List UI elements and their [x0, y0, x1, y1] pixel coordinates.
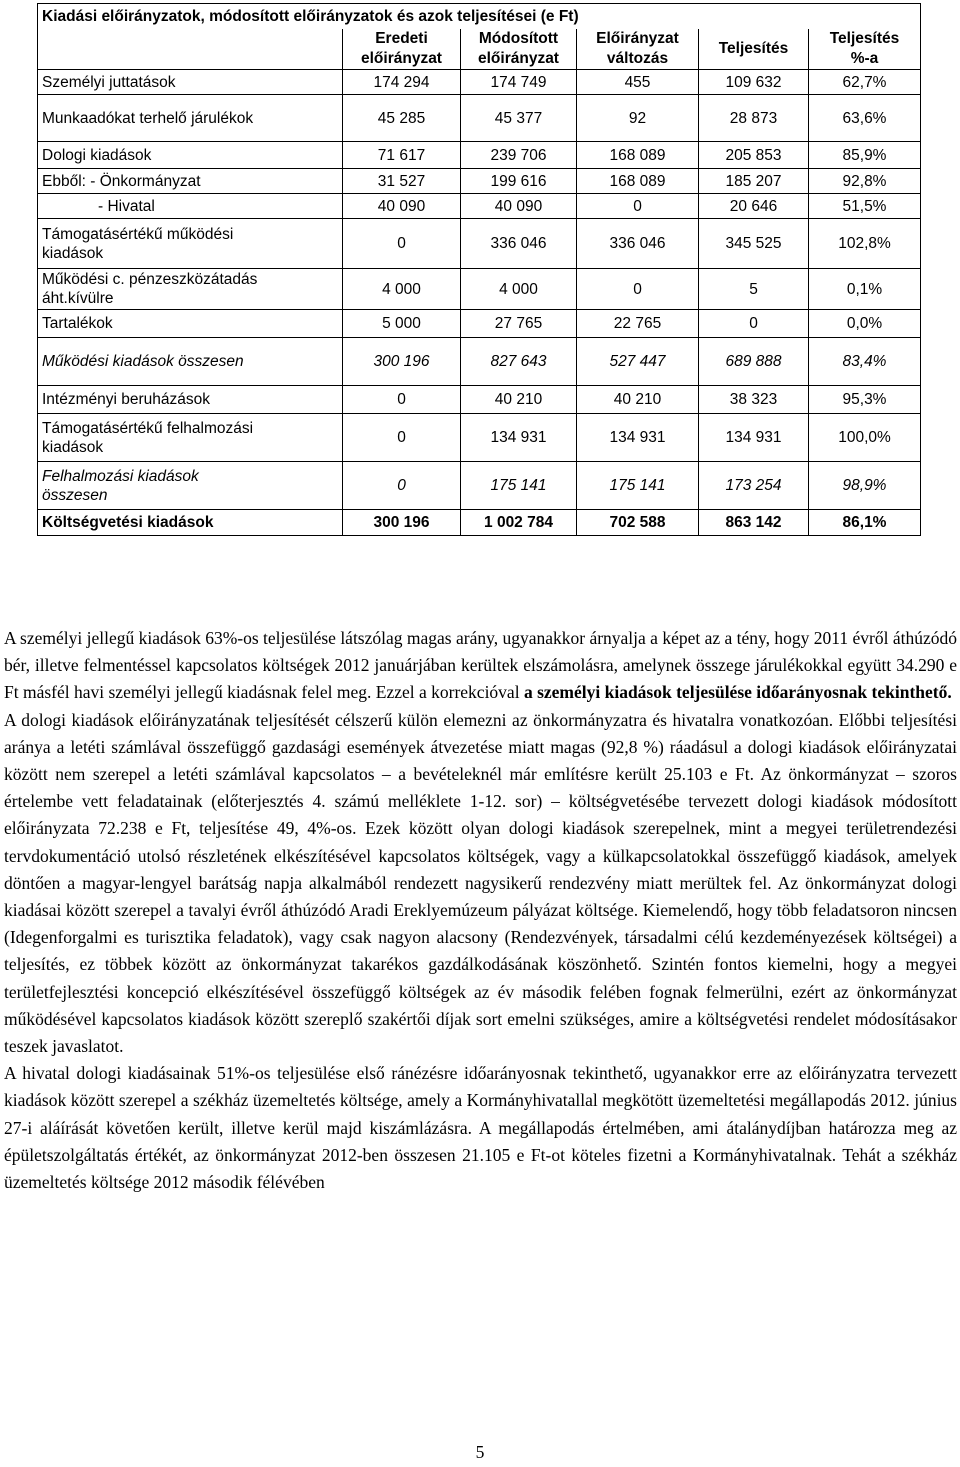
paragraph: A személyi jellegű kiadások 63%-os teljesülése látszólag magas arány, ugyanakkor árnyalja a képet az a tény, hogy 2011 évről áthúzódó bér, illetve felmentéssel kapcsolatos költségek 2012 januárjában kerültek elszámolásra, amelynek összege járulékokkal együtt 34.290 e Ft másfél havi személyi jellegű kiadásnak felel meg. Ezzel a korrekcióval a személyi kiadások teljesülése időarányosnak tekinthető.	[4, 628, 957, 703]
cell: 85,9%	[809, 142, 921, 169]
row-label: Ebből: - Önkormányzat	[38, 169, 343, 194]
cell: 100,0%	[809, 414, 921, 462]
header-original: Eredeti előirányzat	[343, 29, 461, 70]
cell: 0,0%	[809, 310, 921, 338]
cell: 40 210	[461, 386, 577, 414]
table-title: Kiadási előirányzatok, módosított előirányzatok és azok teljesítései (e Ft)	[38, 4, 921, 30]
table-row	[38, 169, 921, 194]
cell: 134 931	[577, 414, 699, 462]
cell: 0	[699, 310, 809, 338]
cell: 173 254	[699, 462, 809, 510]
cell: 95,3%	[809, 386, 921, 414]
cell: 0,1%	[809, 269, 921, 310]
row-label: Támogatásértékű működési kiadások	[38, 219, 343, 269]
cell: 5 000	[343, 310, 461, 338]
cell: 28 873	[699, 95, 809, 142]
cell: 20 646	[699, 194, 809, 219]
cell: 1 002 784	[461, 510, 577, 536]
cell: 0	[577, 269, 699, 310]
cell: 134 931	[461, 414, 577, 462]
cell: 5	[699, 269, 809, 310]
expenditure-table	[37, 3, 921, 536]
cell: 0	[343, 414, 461, 462]
cell: 0	[343, 219, 461, 269]
cell: 38 323	[699, 386, 809, 414]
cell: 168 089	[577, 142, 699, 169]
row-label: Személyi juttatások	[38, 70, 343, 95]
page-number: 5	[475, 1442, 485, 1462]
cell: 86,1%	[809, 510, 921, 536]
table-row	[38, 462, 921, 510]
cell: 863 142	[699, 510, 809, 536]
body-text	[4, 625, 957, 1196]
table-row	[38, 95, 921, 142]
cell: 27 765	[461, 310, 577, 338]
cell: 300 196	[343, 510, 461, 536]
cell: 175 141	[577, 462, 699, 510]
bold-conclusion: a személyi kiadások teljesülése időarányosnak tekinthető	[523, 682, 948, 703]
cell: 175 141	[461, 462, 577, 510]
cell: 168 089	[577, 169, 699, 194]
header-empty	[38, 29, 343, 70]
cell: 51,5%	[809, 194, 921, 219]
cell: 62,7%	[809, 70, 921, 95]
table-row	[38, 70, 921, 95]
table-row	[38, 194, 921, 219]
cell: 45 285	[343, 95, 461, 142]
cell: 83,4%	[809, 338, 921, 386]
cell: 336 046	[577, 219, 699, 269]
table-row	[38, 414, 921, 462]
cell: 40 090	[343, 194, 461, 219]
cell: 98,9%	[809, 462, 921, 510]
cell: 102,8%	[809, 219, 921, 269]
cell: 4 000	[343, 269, 461, 310]
cell: 92	[577, 95, 699, 142]
row-label: Munkaadókat terhelő járulékok	[38, 95, 343, 142]
row-label: Tartalékok	[38, 310, 343, 338]
table-row	[38, 386, 921, 414]
cell: 63,6%	[809, 95, 921, 142]
row-label: Működési kiadások összesen	[38, 338, 343, 386]
cell: 702 588	[577, 510, 699, 536]
cell: 174 294	[343, 70, 461, 95]
header-fulfilment: Teljesítés	[699, 29, 809, 70]
row-label: Dologi kiadások	[38, 142, 343, 169]
cell: 689 888	[699, 338, 809, 386]
table-row	[38, 219, 921, 269]
header-modified: Módosított előirányzat	[461, 29, 577, 70]
table-header-row	[38, 29, 921, 70]
cell: 827 643	[461, 338, 577, 386]
row-label: Működési c. pénzeszközátadás áht.kívülre	[38, 269, 343, 310]
cell: 109 632	[699, 70, 809, 95]
table-row-total	[38, 510, 921, 536]
cell: 0	[577, 194, 699, 219]
cell: 199 616	[461, 169, 577, 194]
cell: 205 853	[699, 142, 809, 169]
cell: 336 046	[461, 219, 577, 269]
cell: 0	[343, 462, 461, 510]
cell: 71 617	[343, 142, 461, 169]
paragraph: A hivatal dologi kiadásainak 51%-os teljesülése első ránézésre időarányosnak tekinthető, ugyanakkor erre az előirányzatra tervezett kiadások között szerepel a székház üzemeltetés költsége, amely a Kormányhivatallal megkötött üzemeltetési megállapodás 2012. június 27-i aláírását követően került, illetve kerül majd kiszámlázásra. A megállapodás értelmében, ami átalánydíjban határozza meg az épületszolgáltatás értékét, az önkormányzat 2012-ben összesen 21.105 e Ft-ot köteles fizetni a Kormányhivatalnak. Tehát a székház üzemeltetés költsége 2012 második félévében	[4, 1063, 957, 1193]
row-label: Költségvetési kiadások	[38, 510, 343, 536]
table-row	[38, 142, 921, 169]
cell: 455	[577, 70, 699, 95]
cell: 40 090	[461, 194, 577, 219]
row-label: Intézményi beruházások	[38, 386, 343, 414]
header-change: Előirányzat változás	[577, 29, 699, 70]
header-fulfilment-pct: Teljesítés %-a	[809, 29, 921, 70]
table-row	[38, 338, 921, 386]
cell: 345 525	[699, 219, 809, 269]
cell: 300 196	[343, 338, 461, 386]
cell: 40 210	[577, 386, 699, 414]
cell: 185 207	[699, 169, 809, 194]
cell: 0	[343, 386, 461, 414]
row-label: Felhalmozási kiadások összesen	[38, 462, 343, 510]
cell: 239 706	[461, 142, 577, 169]
cell: 4 000	[461, 269, 577, 310]
cell: 31 527	[343, 169, 461, 194]
row-label: Támogatásértékű felhalmozási kiadások	[38, 414, 343, 462]
cell: 134 931	[699, 414, 809, 462]
table-row	[38, 269, 921, 310]
cell: 527 447	[577, 338, 699, 386]
cell: 92,8%	[809, 169, 921, 194]
table-row	[38, 310, 921, 338]
cell: 174 749	[461, 70, 577, 95]
row-label: - Hivatal	[38, 194, 343, 219]
cell: 22 765	[577, 310, 699, 338]
cell: 45 377	[461, 95, 577, 142]
paragraph: A dologi kiadások előirányzatának teljesítését célszerű külön elemezni az önkormányzatra és hivatalra vonatkozóan. Előbbi teljesítési aránya a letéti számlával összefüggő gazdasági események átvezetése miatt magas (92,8 %) ráadásul a dologi kiadások előirányzatai között nem szerepel a letéti számlával kapcsolatos – a bevételeknél már említésre került 25.103 e Ft. Az önkormányzat – szoros értelembe vett feladatainak (előterjesztés 4. számú melléklete 1-12. sor) – költségvetésébe tervezett dologi kiadások módosított előirányzata 72.238 e Ft, teljesítése 49, 4%-os. Ezek között olyan dologi kiadások szerepelnek, mint a megyei területrendezési tervdokumentáció utolsó részletének elkészítésével kapcsolatos költségek, vagy a külkapcsolatokkal összefüggő kiadások, amelyek döntően a magyar-lengyel barátság napja alkalmából rendezett nagysikerű rendezvény miatt merültek fel. Az önkormányzat dologi kiadásai között szerepel a tavalyi évről áthúzódó Aradi Ereklyemúzeum pályázat költsége. Kiemelendő, hogy több feladatsoron nincsen (Idegenforgalmi es turisztika feladatok), vagy csak nagyon alacsony (Rendezvények, társadalmi célú kezdeményezések költségei) a teljesítés, ez többek között az önkormányzat takarékos gazdálkodásának köszönhető. Szintén fontos kiemelni, hogy a megyei területfejlesztési koncepció elkészítésével összefüggő költségek az év második felében fognak felmerülni, ezért az önkormányzat működésével kapcsolatos kiadások között szereplő szakértői díjak sort emelni szükséges, amire a költségvetési rendelet módosításakor teszek javaslatot.	[4, 709, 957, 1057]
